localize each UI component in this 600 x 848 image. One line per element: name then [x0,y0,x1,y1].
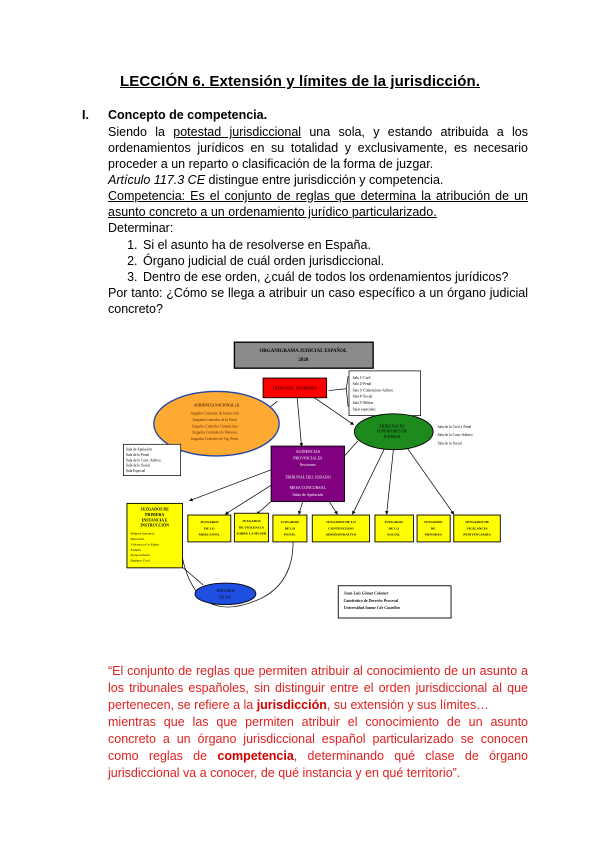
supremo-sala: Sala 3ª Contencioso-Admvo. [352,388,395,393]
pi-item: Familia [130,547,141,552]
quote-p2 [108,714,528,782]
juzgado-label: JUZGADOS DE [465,520,490,525]
provincial-line3: Secciones [299,461,316,467]
an-item: Juzgados Centrales Contencioso [191,424,238,429]
credit-line: Catedrático de Derecho Procesal [343,597,398,603]
juzgado-label: VIGILANCIA [466,526,488,531]
supremo-sala: Sala 5ª Militar [352,401,374,405]
conclusion-paragraph: Por tanto: ¿Cómo se llega a atribuir un caso específico a un órgano judicial concreto? [108,286,528,316]
juzgado-label: PENITENCIARIA [463,532,491,537]
pi-item: Mercantil [130,537,144,542]
juzgado-label: JUZGADOS [200,520,219,525]
juzgados-row [188,513,460,542]
juzgado-label: ADMINISTRATIVO [325,532,357,537]
supremo-sala: Sala 4ª Social [352,394,373,399]
section-number: I. [82,108,89,122]
paz-line2: DE PAZ [219,595,232,600]
an-item: Juzgados Centrales de lo Penal [192,418,237,423]
pi-title4: INSTRUCCIÓN [140,522,169,528]
an-sala: Sala de lo Penal [126,452,150,457]
pi-title1: JUZGADOS DE [140,506,169,512]
an-title: AUDIENCIA NACIONAL (1) [193,403,240,408]
tsj-sala: Sala de lo Cont.-Admvo. [437,433,474,438]
an-sala: Sala de lo Cont.-Admvo. [126,458,162,463]
list-item: 2. Órgano judicial de cuál orden jurisdiccional. [141,253,541,269]
an-sala: Sala de Apelación [126,447,152,452]
juzgado-label: PENAL [284,532,296,537]
diagram-header-box [234,342,373,368]
article-text: distingue entre jurisdicción y competencia. [205,173,444,187]
supremo-sala: Sala 1ª Civil [352,375,371,380]
determine-label: Determinar: [108,221,174,235]
juzgado-label: DE LO [204,526,215,531]
pi-item: Primera Instancia [130,531,155,536]
tsj-line1: TRIBUNALES [379,423,405,429]
tsj-line2: SUPERIORES DE [376,428,408,434]
pi-item: Registro Civil [130,558,150,563]
provincial-line6: Salas de Apelación [292,492,324,498]
juzgado-label: DE LO [388,526,400,531]
juzgado-label: JUZGADOS [280,520,300,525]
juzgado-label: CONTENCIOSO [328,526,354,531]
credit-line: Universidad Jaume I de Castellón [343,605,400,611]
quote-block [108,663,528,782]
juzgado-label: DE LO [284,526,296,531]
diagram-header-line1: ORGANIGRAMA JUDICIAL ESPAÑOL [259,349,348,355]
an-sala: Sala Especial [126,469,146,474]
juzgado-label: DE [430,526,436,531]
pi-title2: PRIMERA [145,511,165,517]
quote-p2-pre: mientras que las que permiten atribuir el conocimiento de un asunto concreto a un órgano jurisdiccional español particularizado se conocen como reglas de [108,715,528,763]
quote-p2-post: , determinando qué clase de órgano jurisdiccional va a conocer, de qué instancia y en qué territorio”. [108,749,528,780]
an-item: Juzgados Centrales de Instrucción [190,411,240,416]
page-title: LECCIÓN 6. Extensión y límites de la jurisdicción. [119,73,481,90]
tsj-sala: Sala de lo Civil y Penal [437,425,472,430]
supremo-sala: Sala 2ª Penal [352,382,372,387]
pi-title3: INSTANCIA E [141,517,168,523]
list-item: 1. Si el asunto ha de resolverse en España. [141,237,541,253]
determine-list [108,237,541,285]
juzgado-label: JUZGADOS [242,519,261,524]
pi-item: Violencia s/ la Mujer [130,542,160,547]
quote-p1-pre: “El conjunto de reglas que permiten atribuir al conocimiento de un asunto a los tribunales españoles, sin distinguir entre el orden jurisdiccional al que pertenecen, se refiere a la [108,664,528,712]
potestad-link-text: potestad jurisdiccional [173,125,302,139]
article-ref: Artículo 117.3 CE [108,173,206,187]
juzgado-label: JUZGADOS [384,520,404,525]
diagram-header-line2: 2020 [298,358,309,364]
tsj-sala: Sala de lo Social [437,441,462,446]
pi-item: Incapacidades [130,553,150,558]
provincial-line1: AUDIENCIAS [295,449,321,455]
paz-ellipse [195,583,256,604]
juzgado-label: MENORES [424,532,442,537]
an-item: Juzgados Centrales de Vig. Penit. [190,436,239,441]
article-line [108,172,528,188]
quote-p1-bold: jurisdicción [256,698,327,712]
juzgado-label: SOCIAL [387,532,401,537]
juzgado-label: DE VIOLENCIA [238,525,264,530]
juzgado-label: MERCANTIL [198,532,220,537]
supremo-sala: Salas especiales [352,407,376,412]
paz-line1: JUZGADOS [216,589,235,594]
provincial-line4: TRIBUNAL DEL JURADO [284,474,331,480]
intro-pre: Siendo la [108,125,174,139]
provincial-line5: MESA CONCURSAL [289,485,326,491]
an-item: Juzgados Centrales de Menores [192,430,238,435]
definition-paragraph: Competencia: Es el conjunto de reglas que determina la atribución de un asunto concreto a un ordenamiento jurídico particularizado. [108,189,528,219]
juzgado-label: JUZGADOS DE LO [326,520,356,525]
organigrama-diagram [118,322,503,640]
quote-p1-post: , su extensión y sus límites… [326,698,489,712]
quote-p2-bold: competencia [217,749,294,763]
intro-paragraph [108,124,528,172]
provincial-line2: PROVINCIALES [293,455,323,461]
supremo-label: TRIBUNAL SUPREMO [272,385,317,391]
credit-line: Juan-Luis Gómez Colomer [343,590,389,596]
juzgado-label: JUZGADOS [423,520,443,525]
section-title: Concepto de competencia. [108,108,268,122]
an-sala: Sala de lo Social [126,463,151,468]
list-item: 3. Dentro de ese orden, ¿cuál de todos los ordenamientos jurídicos? [141,269,541,285]
tsj-line3: JUSTICIA [383,434,401,440]
intro-post: una sola, y estando atribuida a los ordenamientos jurídicos en su totalidad y exclusivamente, es necesario proceder a un reparto o clasificación de la forma de juzgar. [108,125,528,171]
juzgado-label: SOBRE LA MUJER [236,531,267,536]
